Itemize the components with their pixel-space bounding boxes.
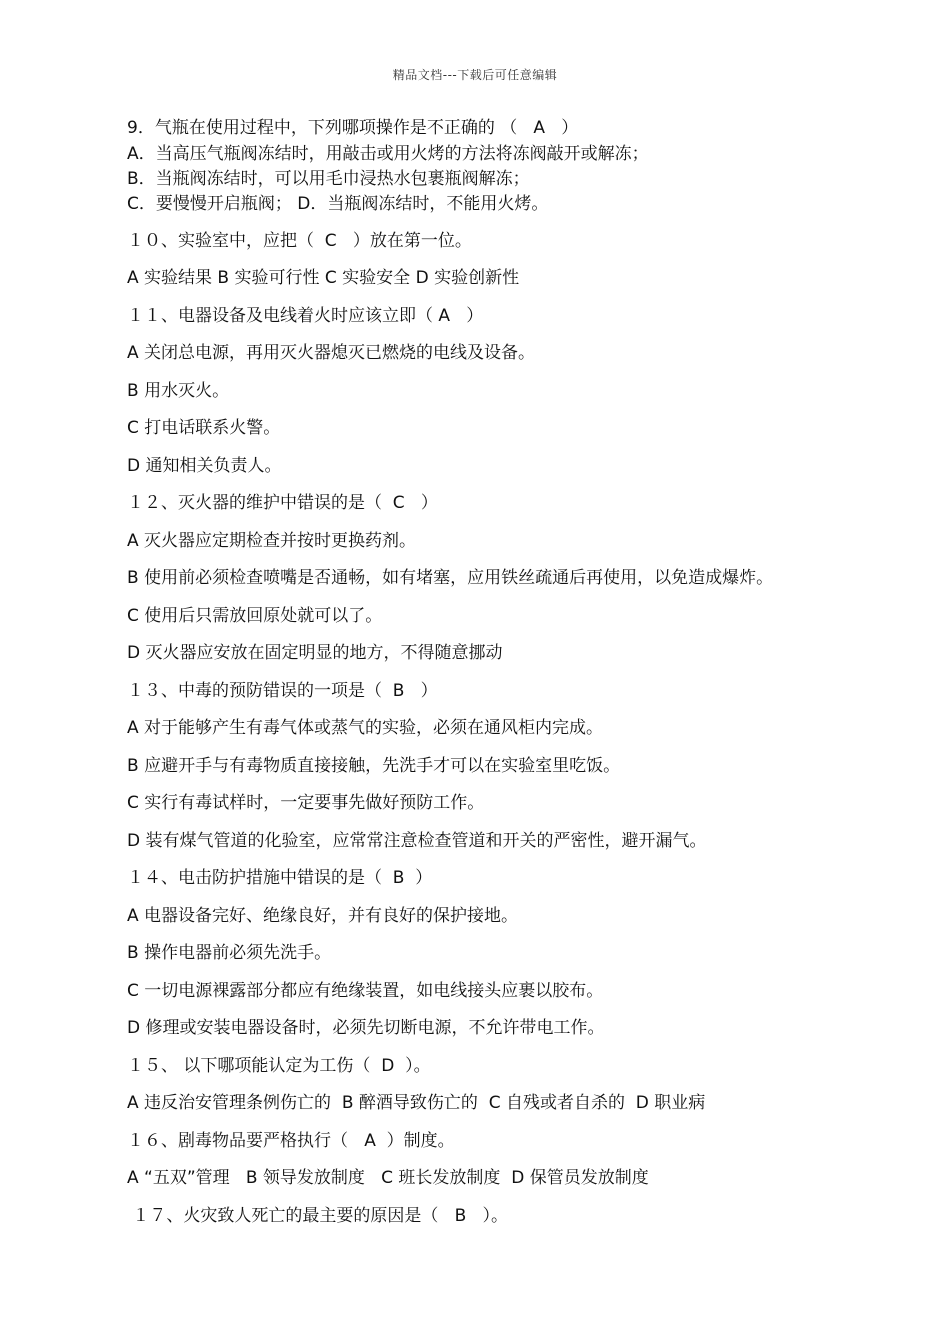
question-14-option-a: A 电器设备完好、绝缘良好，并有良好的保护接地。: [127, 906, 519, 926]
question-12-option-c: C 使用后只需放回原处就可以了。: [127, 606, 383, 626]
question-14-title: １４、电击防护措施中错误的是（ B ）: [127, 868, 433, 888]
question-14-option-c: C 一切电源裸露部分都应有绝缘装置，如电线接头应裹以胶布。: [127, 981, 604, 1001]
question-13-option-c: C 实行有毒试样时，一定要事先做好预防工作。: [127, 793, 485, 813]
question-12-option-a: A 灭火器应定期检查并按时更换药剂。: [127, 531, 417, 551]
question-11-option-d: D 通知相关负责人。: [127, 456, 282, 476]
question-16-title: １６、剧毒物品要严格执行（ A ）制度。: [127, 1131, 455, 1151]
question-9-option-cd: C．要慢慢开启瓶阀； D．当瓶阀冻结时，不能用火烤。: [127, 194, 549, 214]
page-header: 精品文档---下载后可任意编辑: [392, 68, 558, 82]
question-13-title: １３、中毒的预防错误的一项是（ B ）: [127, 681, 438, 701]
question-15-options: A 违反治安管理条例伤亡的 B 醉酒导致伤亡的 C 自残或者自杀的 D 职业病: [127, 1093, 706, 1113]
question-11-title: １１、电器设备及电线着火时应该立即（ A ）: [127, 306, 484, 326]
question-13-option-a: A 对于能够产生有毒气体或蒸气的实验，必须在通风柜内完成。: [127, 718, 604, 738]
question-11-option-c: C 打电话联系火警。: [127, 418, 281, 438]
question-13-option-d: D 装有煤气管道的化验室，应常常注意检查管道和开关的严密性，避开漏气。: [127, 831, 707, 851]
question-17-title: １７、火灾致人死亡的最主要的原因是（ B ）。: [127, 1206, 508, 1226]
question-11-option-b: B 用水灭火。: [127, 381, 230, 401]
question-15-title: １５、 以下哪项能认定为工伤（ D ）。: [127, 1056, 431, 1076]
question-9-title: 9．气瓶在使用过程中，下列哪项操作是不正确的 （ A ）: [127, 118, 579, 138]
question-14-option-d: D 修理或安装电器设备时，必须先切断电源，不允许带电工作。: [127, 1018, 605, 1038]
question-12-title: １２、灭火器的维护中错误的是（ C ）: [127, 493, 438, 513]
question-10-options: A 实验结果 B 实验可行性 C 实验安全 D 实验创新性: [127, 268, 520, 288]
question-12-option-b: B 使用前必须检查喷嘴是否通畅，如有堵塞，应用铁丝疏通后再使用，以免造成爆炸。: [127, 568, 774, 588]
question-14-option-b: B 操作电器前必须先洗手。: [127, 943, 332, 963]
question-11-option-a: A 关闭总电源，再用灭火器熄灭已燃烧的电线及设备。: [127, 343, 536, 363]
question-9-option-b: B．当瓶阀冻结时，可以用毛巾浸热水包裹瓶阀解冻；: [127, 169, 530, 189]
question-10-title: １０、实验室中，应把（ C ）放在第一位。: [127, 231, 472, 251]
question-12-option-d: D 灭火器应安放在固定明显的地方，不得随意挪动: [127, 643, 503, 663]
question-13-option-b: B 应避开手与有毒物质直接接触，先洗手才可以在实验室里吃饭。: [127, 756, 621, 776]
question-9-option-a: A．当高压气瓶阀冻结时，用敲击或用火烤的方法将冻阀敲开或解冻；: [127, 144, 649, 164]
question-16-options: A “五双”管理 B 领导发放制度 C 班长发放制度 D 保管员发放制度: [127, 1168, 649, 1188]
